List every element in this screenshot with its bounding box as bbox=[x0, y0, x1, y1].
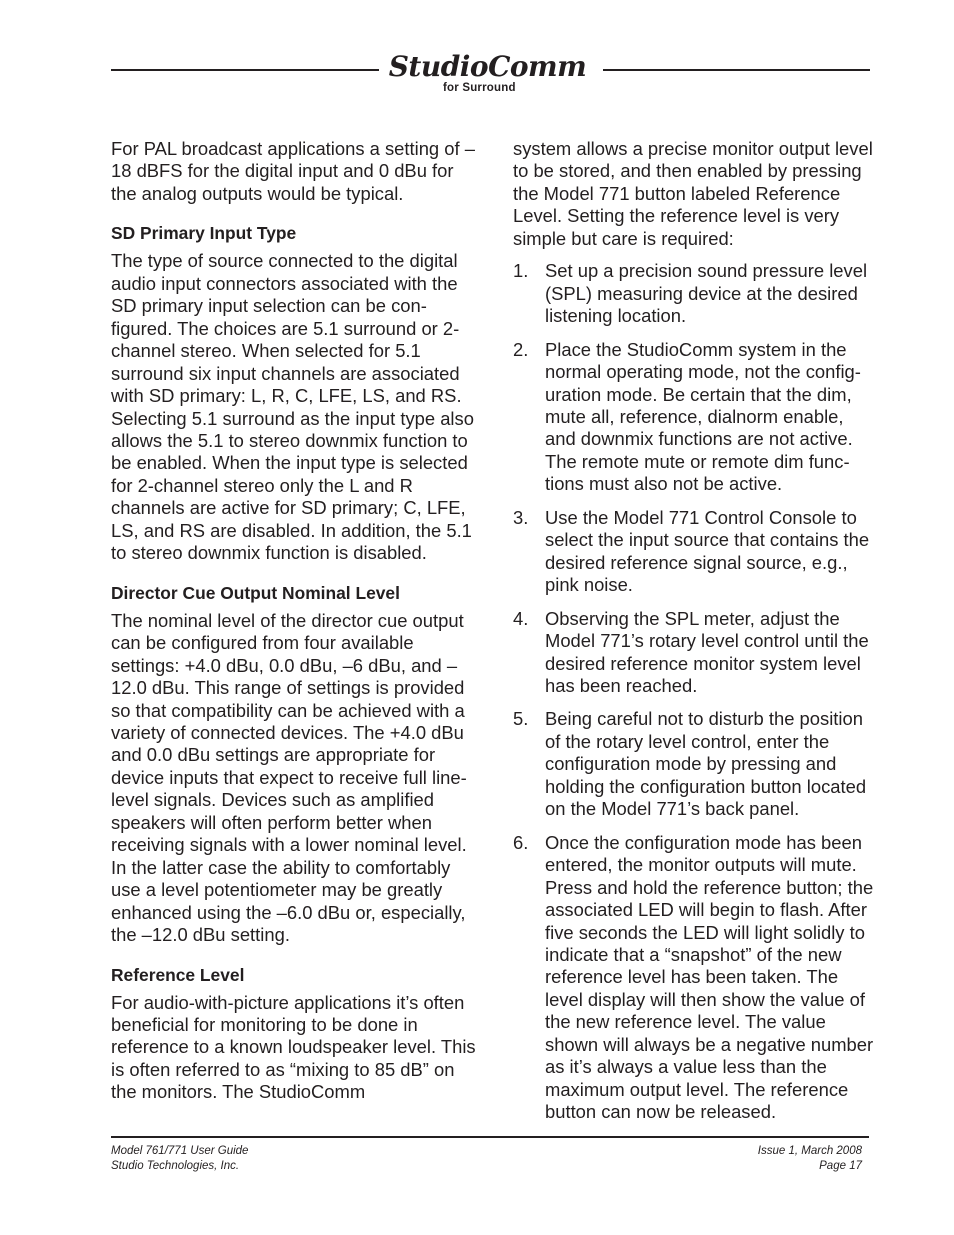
step-text: Observing the SPL meter, adjust the Model 771’s rotary level control until the desired reference monitor system level has been reached. bbox=[545, 607, 869, 696]
continuation-paragraph: system allows a precise monitor output level to be stored, and then enabled by pressing the Model 771 button labeled Reference Level. Setting the reference level is very simple but care is required: bbox=[513, 138, 873, 249]
studiocomm-logo bbox=[385, 52, 590, 98]
footer-left bbox=[111, 1144, 248, 1174]
step-text: Once the configuration mode has been entered, the monitor outputs will mute. Press and hold the reference button; the associated LED will begin to flash. After five seconds the LED will light solidly to indicate that a “snapshot” of the new reference level has been taken. The level display will then show the value of the new reference level. The value shown will always be a negative number as it’s always a value less than the maximum output level. The reference button can now be released. bbox=[545, 831, 874, 1123]
list-item bbox=[513, 832, 878, 1124]
sd-primary-heading: SD Primary Input Type bbox=[111, 223, 297, 244]
sd-primary-paragraph: The type of source connected to the digital audio input connectors associated with the SD primary input selection can be configured. The choices are 5.1 surround or 2-channel stereo. When selected for 5.1 surround six input channels are associated with SD primary: L, R, C, LFE, LS, and RS. Selecting 5.1 surround as the input type also allows the 5.1 to stereo downmix function to be enabled. When the input type is selected for 2-channel stereo only the L and R channels are active for SD primary; C, LFE, LS, and RS are disabled. In addition, the 5.1 to stereo downmix function is disabled. bbox=[111, 250, 474, 564]
logo-script: StudioComm bbox=[388, 50, 587, 83]
step-number: 2. bbox=[513, 338, 529, 360]
step-text: Place the StudioComm system in the normal operating mode, not the configuration mode. Be certain that the dim, mute all, reference, dialnorm enable, and downmix functions are not active. The remote mute or remote dim functions must also not be active. bbox=[545, 338, 861, 495]
step-text: Being careful not to disturb the position of the rotary level control, enter the configuration mode by pressing and holding the configuration button located on the Model 771’s back panel. bbox=[545, 708, 867, 820]
footer-issue: Issue 1, March 2008 bbox=[757, 1145, 862, 1157]
reference-level-heading: Reference Level bbox=[111, 964, 245, 985]
footer-right bbox=[600, 1144, 862, 1174]
step-text: Use the Model 771 Control Console to select the input source that contains the desired reference signal source, e.g., pink noise. bbox=[545, 506, 870, 596]
director-cue-paragraph: The nominal level of the director cue output can be configured from four available settings: +4.0 dBu, 0.0 dBu, –6 dBu, and –12.0 dBu. This range of settings is provided so that compatibility can be achieved with a variety of connected devices. The +4.0 dBu and 0.0 dBu settings are appropriate for device inputs that expect to receive full line-level signals. Devices such as amplified speakers will often perform better when receiving signals with a lower nominal level. In the latter case the ability to comfortably use a level potentiometer may be greatly enhanced using the –6.0 dBu or, especially, the –12.0 dBu setting. bbox=[111, 609, 467, 946]
step-number: 1. bbox=[513, 260, 529, 282]
list-item bbox=[513, 260, 878, 327]
step-number: 6. bbox=[513, 831, 529, 853]
footer-guide-title: Model 761/771 User Guide bbox=[111, 1145, 249, 1157]
intro-paragraph: For PAL broadcast applications a setting of –18 dBFS for the digital input and 0 dBu for the analog outputs would be typical. bbox=[111, 138, 475, 204]
logo-subtitle: for Surround bbox=[443, 82, 516, 94]
director-cue-heading: Director Cue Output Nominal Level bbox=[111, 582, 400, 603]
reference-steps-list bbox=[513, 260, 878, 1123]
right-column bbox=[513, 138, 878, 1124]
step-number: 4. bbox=[513, 607, 529, 629]
step-number: 3. bbox=[513, 506, 529, 528]
header-rule-right bbox=[603, 69, 870, 71]
step-text: Set up a precision sound pressure level (SPL) measuring device at the desired listening location. bbox=[545, 260, 868, 327]
header-rule-left bbox=[111, 69, 379, 71]
left-column bbox=[111, 138, 476, 1104]
step-number: 5. bbox=[513, 708, 529, 730]
footer-rule bbox=[111, 1136, 869, 1138]
list-item bbox=[513, 608, 878, 698]
footer-company: Studio Technologies, Inc. bbox=[111, 1160, 240, 1172]
list-item bbox=[513, 507, 878, 597]
list-item bbox=[513, 708, 878, 820]
list-item bbox=[513, 339, 878, 496]
reference-level-paragraph: For audio-with-picture applications it’s often beneficial for monitoring to be done in reference to a known loudspeaker level. This is often referred to as “mixing to 85 dB” on the monitors. The StudioComm bbox=[111, 991, 476, 1103]
page-number: Page 17 bbox=[819, 1160, 862, 1172]
